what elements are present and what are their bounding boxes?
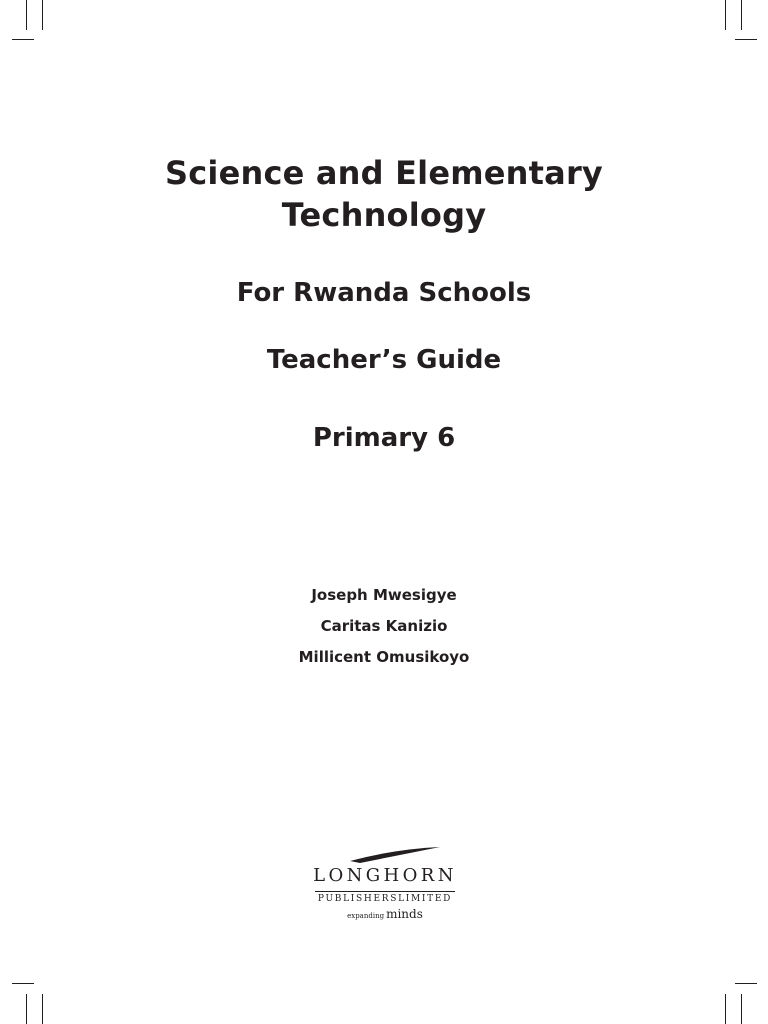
author-name: Caritas Kanizio: [320, 617, 448, 635]
crop-mark: [741, 0, 742, 30]
crop-mark: [42, 0, 43, 30]
book-title-line-2: Technology: [281, 196, 487, 234]
publisher-tagline: [300, 907, 470, 921]
crop-mark: [725, 0, 726, 30]
author-name: Millicent Omusikoyo: [298, 648, 470, 666]
crop-mark: [12, 983, 34, 984]
book-title-line-1: Science and Elementary: [165, 154, 603, 192]
tagline-big: minds: [386, 907, 423, 921]
crop-mark: [741, 994, 742, 1024]
horn-swoosh-icon: [300, 843, 470, 865]
publisher-subline: PUBLISHERSLIMITED: [317, 894, 453, 904]
publisher-name: LONGHORN: [313, 865, 457, 886]
crop-mark: [735, 39, 757, 40]
class-level: Primary 6: [312, 423, 456, 453]
crop-mark: [725, 994, 726, 1024]
crop-mark: [735, 983, 757, 984]
author-name: Joseph Mwesigye: [311, 586, 457, 604]
tagline-small: expanding: [347, 912, 385, 920]
crop-mark: [26, 0, 27, 30]
logo-divider: [315, 891, 455, 892]
crop-mark: [12, 39, 34, 40]
book-subtitle: For Rwanda Schools: [236, 278, 532, 308]
guide-type: Teacher’s Guide: [266, 345, 502, 375]
book-title: [0, 152, 768, 236]
publisher-logo: [300, 843, 470, 923]
crop-mark: [26, 994, 27, 1024]
crop-mark: [42, 994, 43, 1024]
author-list: [0, 580, 768, 673]
